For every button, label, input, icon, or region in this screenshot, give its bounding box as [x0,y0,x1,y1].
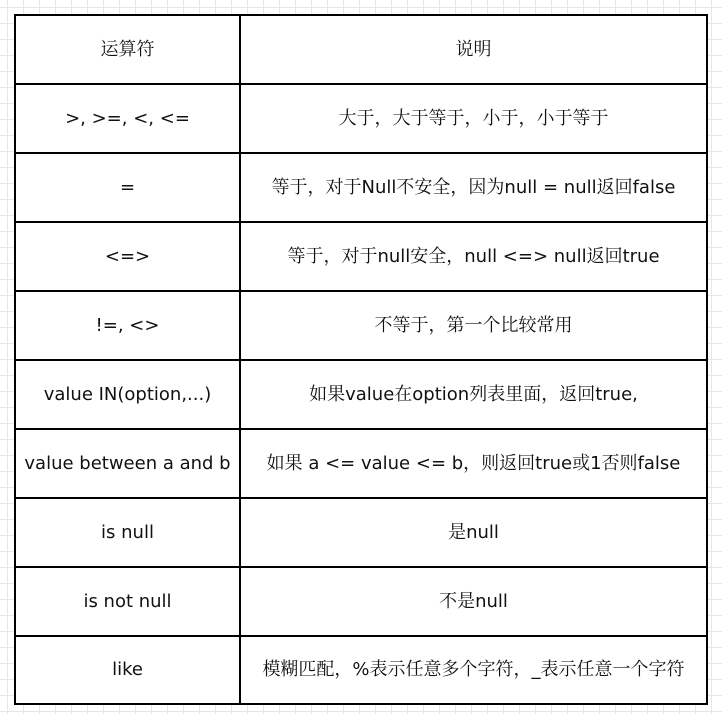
header-description: 说明 [240,15,707,84]
table-row [15,291,707,360]
description-cell: 等于，对于null安全，null <=> null返回true [240,222,707,291]
description-cell: 大于，大于等于，小于，小于等于 [240,84,707,153]
operator-cell: like [15,636,240,704]
table-header-row [15,15,707,84]
table-row [15,429,707,498]
description-cell: 模糊匹配，%表示任意多个字符，_表示任意一个字符 [240,636,707,704]
operator-cell: value between a and b [15,429,240,498]
operator-cell: value IN(option,...) [15,360,240,429]
description-cell: 如果 a <= value <= b，则返回true或1否则false [240,429,707,498]
description-cell: 是null [240,498,707,567]
operator-cell: >, >=, <, <= [15,84,240,153]
operator-cell: is not null [15,567,240,636]
operator-cell: is null [15,498,240,567]
description-cell: 等于，对于Null不安全，因为null = null返回false [240,153,707,222]
table-row [15,153,707,222]
table-row [15,567,707,636]
table-row [15,636,707,704]
operator-table-container [14,14,706,703]
description-cell: 不等于，第一个比较常用 [240,291,707,360]
description-cell: 如果value在option列表里面，返回true, [240,360,707,429]
table-row [15,84,707,153]
table-row [15,360,707,429]
description-cell: 不是null [240,567,707,636]
operator-cell: = [15,153,240,222]
header-operator: 运算符 [15,15,240,84]
operator-table [14,14,708,705]
table-row [15,222,707,291]
operator-cell: <=> [15,222,240,291]
table-row [15,498,707,567]
operator-cell: !=, <> [15,291,240,360]
